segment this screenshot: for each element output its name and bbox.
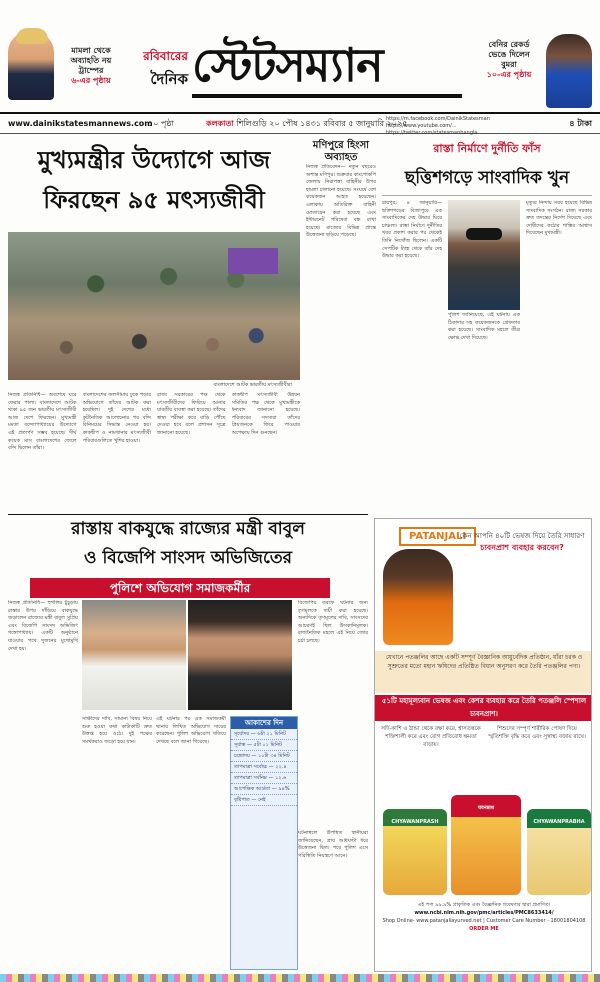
- chhattisgarh-col-3: মৃত্যুর নিন্দায় সরব হয়েছে বিভিন্ন সাংবাদিক সংগঠন। রাজ্য সরকার দ্রুত তদন্তের নির্দেশ দিয়েছে এবং দোষীদের কঠোর শাস্তির আশ্বাস দিয়েছেন মুখ্যমন্ত্রী।: [526, 200, 592, 237]
- story2-photos: [82, 600, 292, 710]
- ad-copy: [381, 725, 587, 805]
- right-teaser-text: বেনির রেকর্ড ভেঙে দিলেন বুমরা ১০-এর পৃষ্ঠায়: [486, 40, 532, 79]
- sky-row: সূর্যোদয় — ৬টা ২১ মিনিট: [231, 729, 297, 740]
- sky-row: তাপমাত্রা সর্বোচ্চ — ২২.৪: [231, 762, 297, 773]
- jar1-label: CHYAWANPRASH: [391, 819, 439, 825]
- lead-col-4: কাকদ্বীপ মৎস্যজীবী উন্নয়ন সমিতির পক্ষ থেকে মুখ্যমন্ত্রীকে ধন্যবাদ জানানো হয়েছে। পরিবারের সদস্যরা তাঁদের প্রিয়জনকে ফিরে পাওয়ার অপেক্ষায় দিন গুনছেন।: [231, 392, 300, 436]
- jar3-label: CHYAWANPRABHA: [533, 819, 585, 825]
- sky-row: সূর্যাস্ত — ৫টা ০১ মিনিট: [231, 740, 297, 751]
- lead-col-3: রাজ্য সরকারের পক্ষ থেকে মৎস্যজীবীদের ফিরিয়ে আনার যাবতীয় ব্যবস্থা করা হয়েছে। তাঁদের স্বাস্থ্য পরীক্ষা করে বাড়ি পৌঁছে দেওয়া হবে বলে প্রশাসন সূত্রে জানানো হয়েছে।: [157, 392, 226, 436]
- manipur-body: নিজস্ব প্রতিবেদন— নতুন বছরেও অশান্ত মণিপুর। শুক্রবার কাংপোকপি জেলায় নিরাপত্তা বাহিনীর উপর হামলা চালানো হয়েছে। সংঘর্ষে বেশ কয়েকজন আহত হয়েছেন। এলাকায় অতিরিক্ত বাহিনী মোতায়েন করা হয়েছে এবং ইন্টারনেট পরিষেবা বন্ধ রাখা হয়েছে। রাজ্যের বিভিন্ন প্রান্তে উত্তেজনা ছড়িয়ে পড়েছে।: [306, 164, 376, 239]
- story2-subhead: পুলিশে অভিযোগ সমাজকর্মীর: [30, 578, 330, 598]
- website-link[interactable]: www.dainikstatesmannews.com: [8, 119, 153, 128]
- manipur-headline: মণিপুরে হিংসা অব্যাহত: [312, 140, 370, 163]
- teaser-photo-trump: [8, 32, 54, 100]
- ad-footer: [375, 899, 592, 972]
- story2-col-4: বিজেপির তরফে ঘটনার জন্য তৃণমূলকে দায়ী করা হয়েছে। অন্যদিকে তৃণমূলের দাবি, সাংসদের আচরণই ছিল উসকানিমূলক। রাজনৈতিক মহলে এই নিয়ে জোর চর্চা চলছে।: [298, 600, 368, 644]
- social-links[interactable]: [386, 116, 490, 137]
- page-count: ১০ পৃষ্ঠা: [148, 119, 174, 128]
- sky-info-box: [230, 716, 298, 970]
- story2-col-3: এই ঘটনার পর এক সমাজকর্মী থানায় লিখিত অভিযোগ দায়ের করেছেন। পুলিশ অভিযোগ খতিয়ে দেখছে বলে জানা গিয়েছে।: [156, 716, 226, 745]
- ad-copy-right: শিশুদের সম্পূর্ণ শারীরিক পোষণ দিয়ে স্মৃতিশক্তি বৃদ্ধি করে এবং সুস্বাস্থ্য বজায় রাখে।: [488, 726, 586, 740]
- manipur-story[interactable]: [306, 140, 376, 512]
- chhattisgarh-col-1: রায়পুর, ৪ জানুয়ারি— ছত্তিশগড়ের বিজাপুরে এক সাংবাদিকের দেহ উদ্ধার ঘিরে চাঞ্চল্য। রাস্তা নির্মাণে দুর্নীতির খবর প্রকাশ করার পর থেকেই তিনি নিখোঁজ ছিলেন। একটি সেপটিক ট্যাঙ্ক থেকে তাঁর দেহ উদ্ধার করা হয়েছে।: [382, 200, 442, 260]
- lead-col-1: নিজস্ব প্রতিনিধি— অবশেষে ঘরে ফেরার পালা। বাংলাদেশে আটক থাকা ৯৫ জন ভারতীয় মৎস্যজীবী আজ দেশে ফিরছেন। মুখ্যমন্ত্রী মমতা বন্দ্যোপাধ্যায়ের উদ্যোগে এই প্রত্যর্পণ সম্ভব হয়েছে। দীর্ঘ কয়েক মাস বাংলাদেশের জেলে বন্দি ছিলেন তাঁরা।: [8, 392, 77, 452]
- right-teaser[interactable]: [472, 34, 592, 108]
- lead-photo-caption: বাংলাদেশে আটক ভারতীয় মৎস্যজীবীরা: [213, 382, 292, 388]
- left-teaser[interactable]: [8, 42, 118, 108]
- abhijit-photo: [82, 600, 186, 710]
- lead-photo-fishermen: [8, 232, 300, 380]
- sky-row: চন্দ্রোদয় — ১০টা ৩৪ মিনিট: [231, 751, 297, 762]
- story2-col-2: সাক্ষীদের দাবি, সামান্য বিষয় নিয়ে শুরু হওয়া কথা কাটাকাটি দ্রুত উত্তপ্ত হয়ে ওঠে। দুই পক্ষের সমর্থকরাও জড়ো হয়ে যান।: [82, 716, 152, 745]
- sky-title: আকাশের দিন: [231, 717, 297, 729]
- sky-row: আপেক্ষিক আর্দ্রতা — ৯৪%: [231, 784, 297, 795]
- registration-marks: [0, 974, 600, 982]
- facebook-link[interactable]: https://m.facebook.com/DainikStatesman: [386, 116, 490, 122]
- ad-band-red: ৫১টি মহামূল্যবান ভেষজ এবং কেশর ব্যবহার করে তৈরি পতঞ্জলি স্পেশাল চ্যবনপ্রাশ।: [375, 695, 592, 721]
- babul-photo: [188, 600, 292, 710]
- twitter-link[interactable]: https://twitter.com/statesmanbangla: [386, 130, 478, 136]
- journalist-photo: [448, 200, 520, 310]
- lead-body: [8, 392, 300, 510]
- chhattisgarh-kicker: রাস্তা নির্মাণে দুর্নীতি ফাঁস: [433, 142, 541, 155]
- jar2-label: चवनप्राश: [477, 805, 495, 811]
- story2-col-5: ঘটনাস্থলে উপস্থিত স্থানীয়রা জানিয়েছেন, প্রায় আধঘণ্টা ধরে উত্তেজনা ছিল। পরে পুলিশ এসে পরিস্থিতি নিয়ন্ত্রণে আনে।: [298, 830, 368, 859]
- date-text: কলকাতা শিলিগুড়ি ২০ পৌষ ১৪৩১ রবিবার ৫ জানুয়ারি ২০২৫: [206, 119, 408, 128]
- ad-copy-left: সর্দি-কাশি ও ঠান্ডা থেকে রক্ষা করে, শ্বাসতন্ত্রকে শক্তিশালী করে এবং রোগ প্রতিরোধ ক্ষমতা বাড়ায়।: [381, 726, 481, 748]
- photo-banner: [228, 248, 278, 274]
- chhattisgarh-col-2: পুলিশ জানিয়েছে, এই ঘটনায় এক ঠিকাদার সহ কয়েকজনকে গ্রেফতার করা হয়েছে। সাংবাদিক মহলে তীব্র ক্ষোভ দেখা দিয়েছে।: [448, 312, 520, 341]
- ad-headline: কেন আপনি ৪০টি ভেষজ দিয়ে তৈরি সাধারণ চ্যবনপ্রাশ ব্যবহার করবেন?: [459, 532, 585, 552]
- teaser-photo-bumrah: [546, 34, 592, 108]
- lead-headline[interactable]: মুখ্যমন্ত্রীর উদ্যোগে আজ ফিরছেন ৯৫ মৎস্যজীবী: [37, 146, 271, 214]
- masthead-logo-small: রবিবারের দৈনিক: [143, 49, 188, 88]
- lead-col-2: বাংলাদেশের জলসীমায় ঢুকে পড়ার অভিযোগে তাঁদের আটক করা হয়েছিল। দুই দেশের মধ্যে কূটনৈতিক আলোচনার পর বন্দি বিনিময়ের সিদ্ধান্ত নেওয়া হয়। কাকদ্বীপ ও নামখানার মৎস্যজীবী পরিবারগুলিতে খুশির হাওয়া।: [82, 392, 151, 444]
- ad-order-line[interactable]: ORDER ME: [469, 926, 499, 932]
- masthead-logo-main: স্টেটসম্যান: [192, 32, 462, 98]
- story2-col-1: নিজস্ব প্রতিনিধি— হুগলির চুঁচুড়ায় রাস্তার উপর দাঁড়িয়ে বাকযুদ্ধে জড়ালেন রাজ্যের মন্ত্রী বাবুল সুপ্রিয় এবং বিজেপি সাংসদ অভিজিৎ গঙ্গোপাধ্যায়। একটি অনুষ্ঠানে যাওয়ার পথে দুজনের মুখোমুখি দেখা হয়।: [8, 600, 78, 652]
- ad-guru-photo: [383, 549, 453, 645]
- babul-abhijit-headline[interactable]: রাস্তায় বাকযুদ্ধে রাজ্যের মন্ত্রী বাবুল ও বিজেপি সাংসদ অভিজিতের: [8, 514, 368, 574]
- ad-band: যেখানে পতঞ্জলির আছে একটি সম্পূর্ণ বৈজ্ঞানিক আয়ুর্বেদিক প্রতিষ্ঠান, যাঁরা চরক ও সুশ্রুতের মতো মহান ঋষিদের প্রতিষ্ঠিত বিধান অনুসরণ করে তৈরি পতঞ্জলির পণ্য।: [375, 651, 592, 693]
- masthead: [0, 0, 600, 112]
- sky-row: তাপমাত্রা সর্বনিম্ন — ১২.৬: [231, 773, 297, 784]
- patanjali-ad[interactable]: [374, 518, 592, 972]
- left-teaser-text: মামলা থেকে অব্যাহতি নয় ট্রাম্পের ৬-এর পৃষ্ঠায়: [70, 46, 112, 85]
- price: ৪ টাকা: [569, 119, 592, 128]
- ad-shop-line[interactable]: Shop Online- www.patanjaliayurved.net | Customer Care Number - 18001804108: [382, 918, 586, 924]
- chhattisgarh-headline[interactable]: ছত্তিশগড়ে সাংবাদিক খুন: [382, 160, 592, 196]
- patanjali-logo: PATANJALI: [399, 527, 476, 546]
- sky-row: বৃষ্টিপাত — নেই: [231, 795, 297, 806]
- dateline-bar: [0, 112, 600, 134]
- youtube-link[interactable]: https://www.youtube.com/...: [386, 123, 457, 129]
- ad-research-url[interactable]: www.ncbi.nlm.nih.gov/pmc/articles/PMC8633414/: [414, 910, 554, 916]
- ad-footer-line: এই পণ্য ৯৯.৯% প্রাকৃতিক এবং বৈজ্ঞানিক গবেষণার দ্বারা প্রমাণিত।: [417, 902, 551, 908]
